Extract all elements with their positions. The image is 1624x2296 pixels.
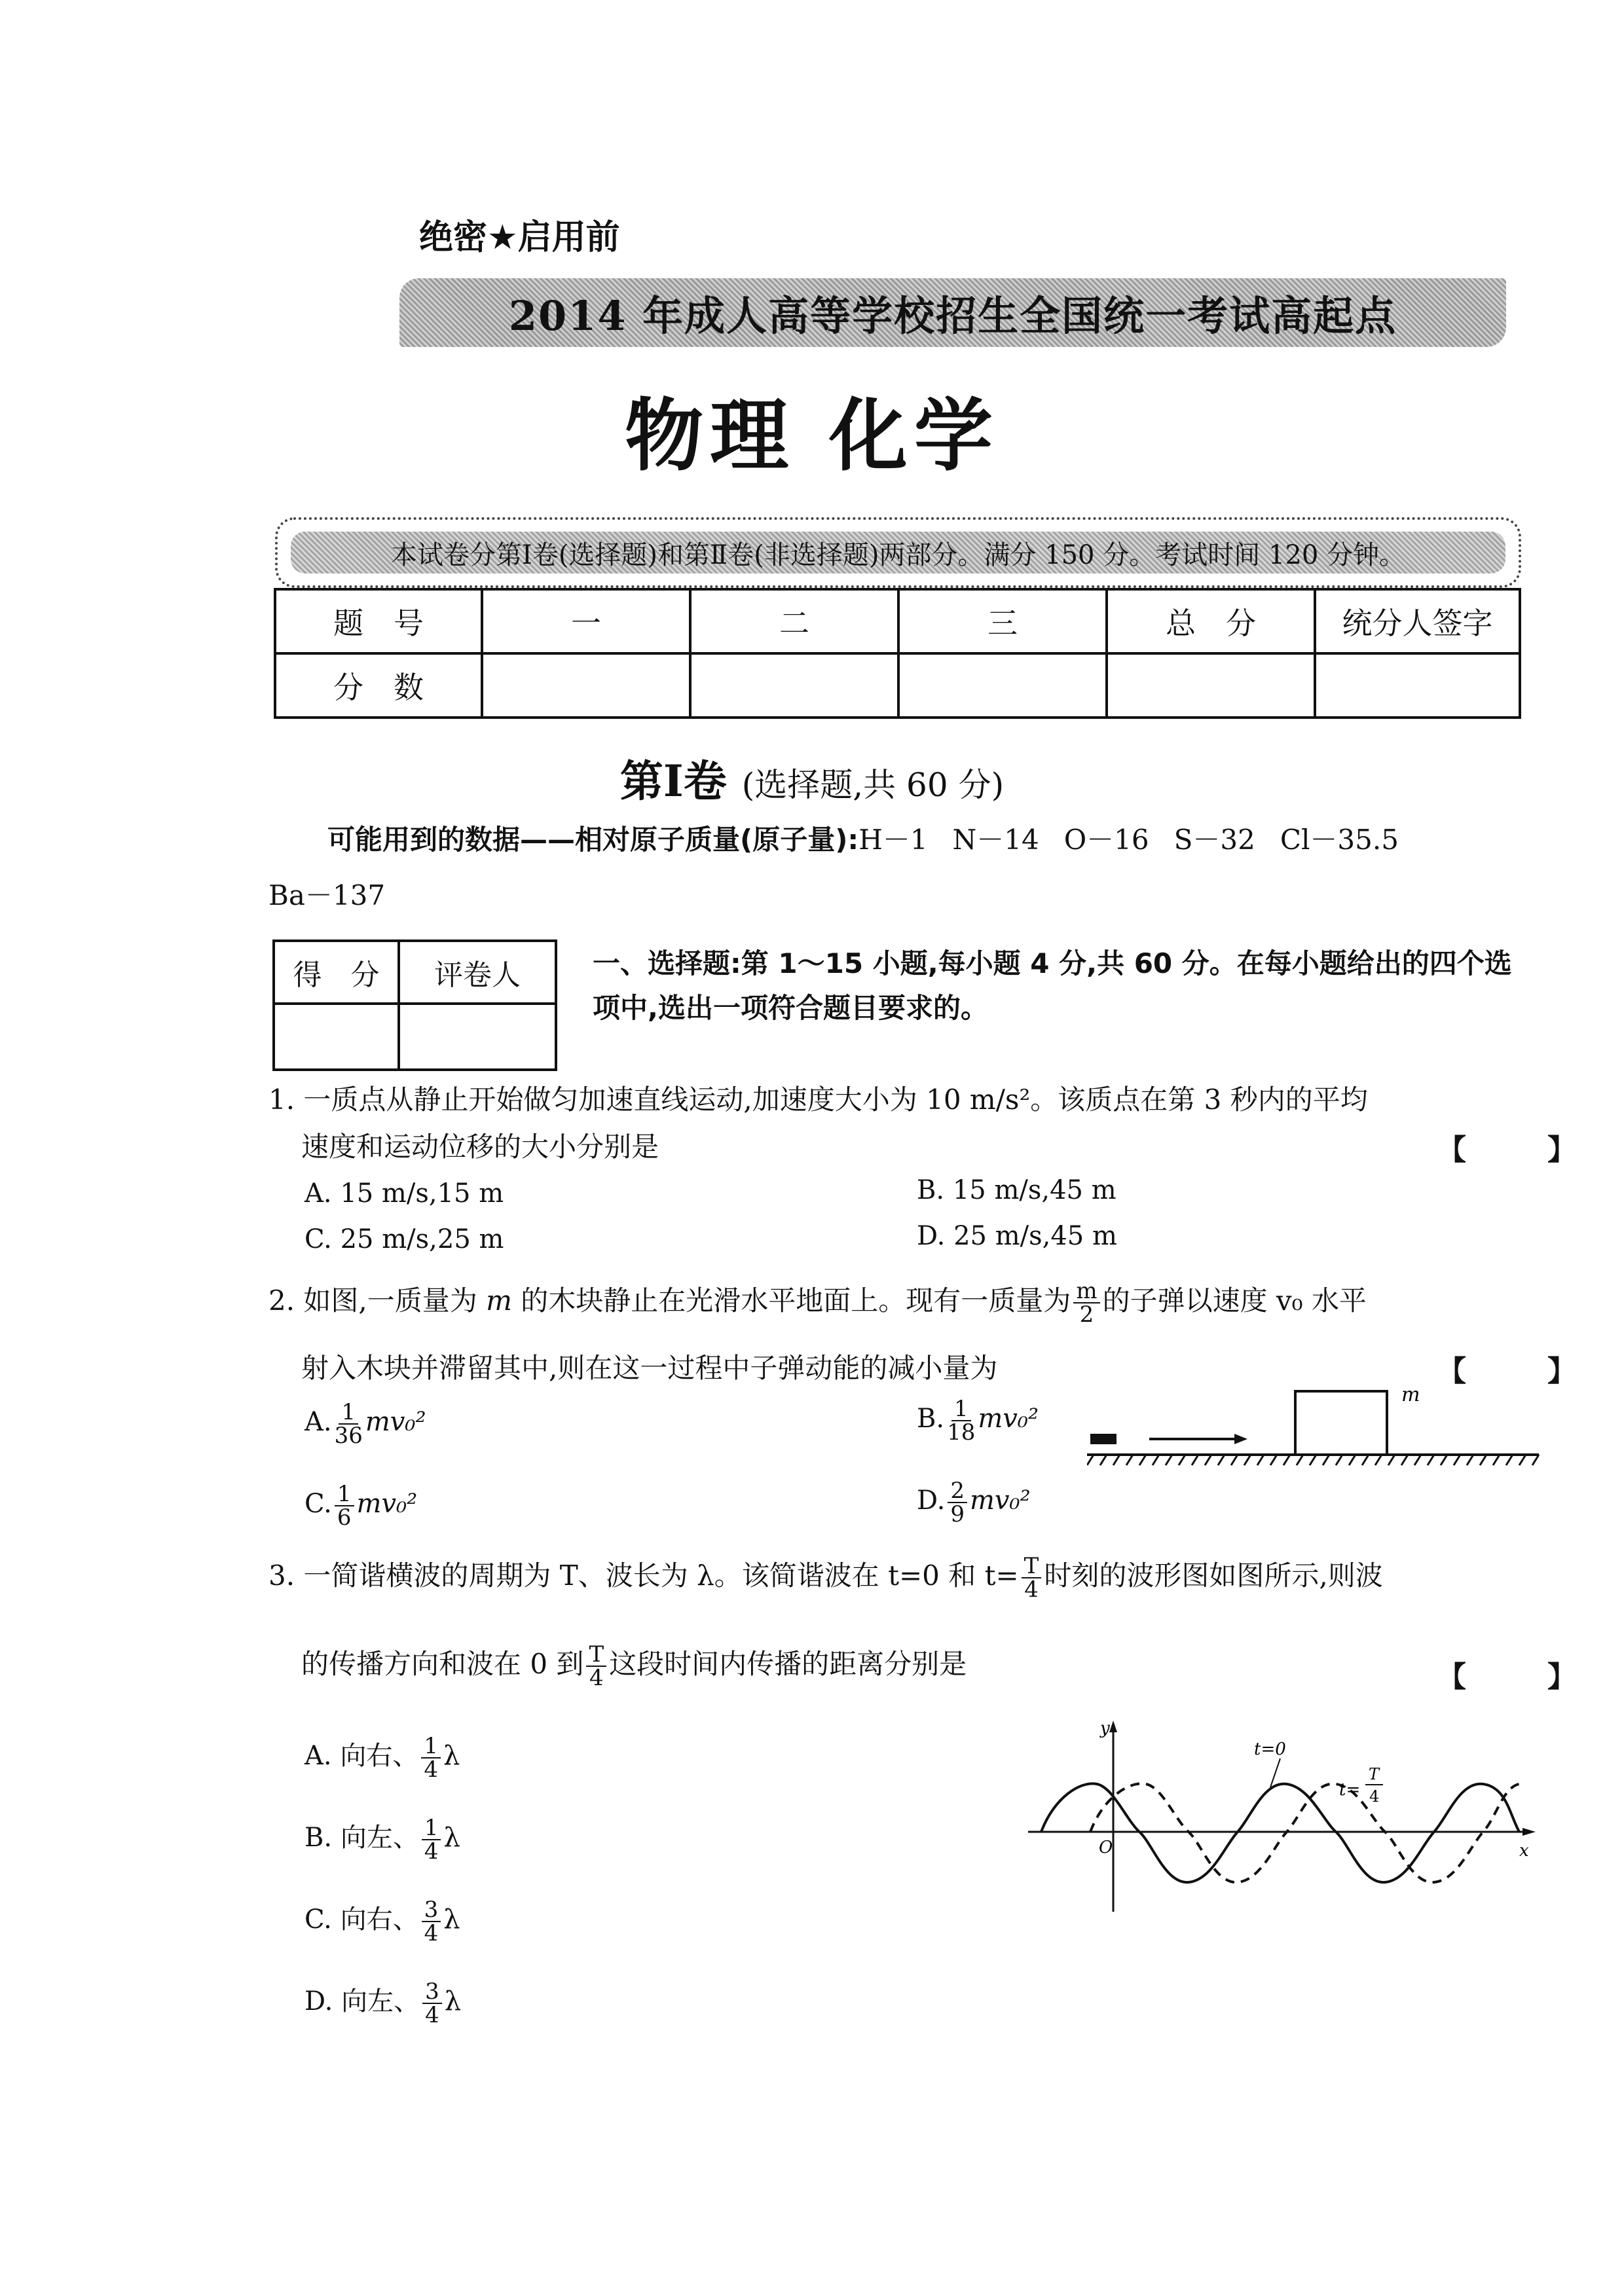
score-cell[interactable] xyxy=(1315,653,1520,718)
q2-stem-line1 xyxy=(268,1280,1526,1326)
q3-stem-part: 3. 一简谐横波的周期为 T、波长为 λ。该简谐波在 t=0 和 t= xyxy=(268,1559,1019,1592)
exam-notice-text: 本试卷分第Ⅰ卷(选择题)和第Ⅱ卷(非选择题)两部分。满分 150 分。考试时间 120 分钟。 xyxy=(291,532,1505,574)
q3-option-a[interactable] xyxy=(304,1735,460,1781)
q3-stem-line2 xyxy=(301,1643,967,1689)
option-letter: D. xyxy=(917,1485,946,1516)
frac-numerator: 1 xyxy=(339,1401,358,1425)
option-expression: mv₀² xyxy=(970,1485,1031,1516)
q2-stem-line2: 射入木块并滞留其中,则在这一过程中子弹动能的减小量为 xyxy=(301,1352,998,1384)
q3-option-c[interactable] xyxy=(304,1899,460,1944)
frac-numerator: 2 xyxy=(948,1480,967,1503)
q1-option-c[interactable]: C. 25 m/s,25 m xyxy=(304,1224,504,1254)
frac-denominator: 4 xyxy=(1024,1576,1039,1603)
grader-score-label: 得 分 xyxy=(274,941,399,1004)
score-cell[interactable] xyxy=(690,653,898,718)
frac-numerator: 1 xyxy=(335,1483,354,1506)
score-col-label: 题 号 xyxy=(275,589,482,653)
score-col-2: 二 xyxy=(690,589,898,653)
option-text: C. 向右、 xyxy=(304,1904,419,1935)
frac-denominator: 2 xyxy=(1079,1302,1094,1328)
option-expression: mv₀² xyxy=(356,1489,418,1519)
wave-t0-label: t=0 xyxy=(1254,1740,1286,1759)
wave-tT4-numerator: T xyxy=(1369,1765,1380,1783)
bullet-icon xyxy=(1090,1434,1116,1444)
q3-stem-line1 xyxy=(268,1555,1539,1601)
option-letter: B. xyxy=(917,1404,945,1434)
atomic-masses-label: 可能用到的数据——相对原子质量(原子量): xyxy=(327,824,859,856)
q1-stem-line2: 速度和运动位移的大小分别是 xyxy=(301,1131,659,1163)
score-col-1: 一 xyxy=(482,589,690,653)
option-letter: A. xyxy=(304,1407,332,1437)
wave-tT4-curve xyxy=(1090,1783,1519,1882)
option-fraction xyxy=(422,1817,441,1863)
score-cell[interactable] xyxy=(898,653,1107,718)
section-title xyxy=(0,746,1624,809)
bullet-block-diagram xyxy=(1087,1381,1545,1480)
atomic-mass: N－14 xyxy=(952,824,1039,856)
atomic-mass-ba: Ba－137 xyxy=(268,879,386,911)
score-cell[interactable] xyxy=(482,653,690,718)
q2-option-c[interactable] xyxy=(304,1483,417,1529)
q3-time-fraction xyxy=(586,1643,606,1689)
wood-block xyxy=(1295,1391,1387,1455)
q1-stem-line1: 1. 一质点从静止开始做匀加速直线运动,加速度大小为 10 m/s²。该质点在第 3 秒内的平均 xyxy=(268,1084,1368,1116)
q1-option-b[interactable]: B. 15 m/s,45 m xyxy=(917,1175,1116,1205)
q3-stem-part: 的传播方向和波在 0 到 xyxy=(301,1648,584,1680)
frac-denominator: 4 xyxy=(425,2002,439,2028)
score-col-3: 三 xyxy=(898,589,1107,653)
x-axis-label: x xyxy=(1519,1841,1529,1861)
frac-numerator: 1 xyxy=(421,1735,441,1758)
atomic-mass: H－1 xyxy=(858,824,928,856)
option-fraction xyxy=(421,1735,441,1781)
option-fraction xyxy=(948,1480,967,1525)
frac-denominator: 4 xyxy=(424,1920,439,1946)
q2-option-a[interactable] xyxy=(304,1401,426,1447)
grader-table xyxy=(272,939,557,1071)
q3-answer-bracket[interactable]: 【 】 xyxy=(1437,1660,1602,1694)
frac-denominator: 4 xyxy=(424,1757,438,1783)
q2-answer-bracket[interactable]: 【 】 xyxy=(1437,1355,1602,1388)
grader-reviewer-cell[interactable] xyxy=(399,1004,556,1070)
wave-tT4-label-prefix: t= xyxy=(1339,1780,1361,1800)
option-fraction xyxy=(947,1398,975,1444)
option-fraction xyxy=(335,1483,354,1529)
score-table-header xyxy=(275,589,1520,653)
y-axis-label: y xyxy=(1100,1719,1110,1738)
score-cell[interactable] xyxy=(1107,653,1315,718)
wavelength-symbol: λ xyxy=(443,1741,460,1771)
x-axis-arrow xyxy=(1522,1828,1536,1836)
q2-mass-symbol: m xyxy=(486,1285,512,1317)
score-table xyxy=(274,588,1521,719)
frac-numerator: 1 xyxy=(951,1398,971,1421)
option-fraction xyxy=(335,1401,363,1447)
wavelength-symbol: λ xyxy=(443,1904,460,1935)
frac-numerator: 3 xyxy=(422,1980,442,2004)
section-instructions: 一、选择题:第 1～15 小题,每小题 4 分,共 60 分。在每小题给出的四个选项中,选出一项符合题目要求的。 xyxy=(593,947,1512,1024)
frac-denominator: 36 xyxy=(334,1423,363,1449)
option-text: D. 向左、 xyxy=(304,1986,420,2016)
q3-stem-part: 时刻的波形图如图所示,则波 xyxy=(1044,1559,1383,1592)
frac-denominator: 4 xyxy=(424,1838,439,1865)
q1-option-a[interactable]: A. 15 m/s,15 m xyxy=(304,1178,504,1209)
option-fraction xyxy=(422,1980,442,2026)
wave-graph xyxy=(1028,1715,1539,1918)
option-expression: mv₀² xyxy=(978,1404,1039,1434)
wavelength-symbol: λ xyxy=(443,1823,460,1853)
frac-denominator: 18 xyxy=(947,1419,976,1446)
grader-reviewer-label: 评卷人 xyxy=(399,941,556,1004)
q3-time-fraction xyxy=(1022,1555,1042,1601)
wave-tT4-denominator: 4 xyxy=(1369,1787,1380,1806)
option-fraction xyxy=(422,1899,441,1944)
score-col-signer: 统分人签字 xyxy=(1315,589,1520,653)
q2-stem-part: 2. 如图,一质量为 xyxy=(268,1285,487,1317)
q2-stem-part: 的木块静止在光滑水平地面上。现有一质量为 xyxy=(511,1285,1071,1317)
atomic-mass: Cl－35.5 xyxy=(1280,824,1399,856)
score-row-label: 分 数 xyxy=(275,653,482,718)
subject-title: 物理 化学 xyxy=(625,391,999,482)
wavelength-symbol: λ xyxy=(444,1986,462,2016)
atomic-masses xyxy=(327,818,1399,858)
frac-numerator: m xyxy=(1073,1280,1099,1303)
wave-t0-pointer xyxy=(1270,1758,1280,1787)
option-letter: C. xyxy=(304,1489,332,1519)
frac-denominator: 4 xyxy=(589,1665,604,1691)
q3-option-d[interactable] xyxy=(304,1980,461,2026)
frac-numerator: T xyxy=(1022,1555,1042,1578)
velocity-arrow-head xyxy=(1234,1434,1247,1444)
exam-banner-text: 2014 年成人高等学校招生全国统一考试高起点 xyxy=(508,292,1397,340)
score-col-total: 总 分 xyxy=(1107,589,1315,653)
option-expression: mv₀² xyxy=(365,1407,426,1437)
q3-stem-part: 这段时间内传播的距离分别是 xyxy=(609,1648,967,1680)
option-text: A. 向右、 xyxy=(304,1741,419,1771)
atomic-mass: O－16 xyxy=(1063,824,1149,856)
frac-numerator: T xyxy=(586,1643,606,1667)
frac-numerator: 3 xyxy=(422,1899,441,1922)
exam-notice xyxy=(275,517,1521,588)
ground-hatching xyxy=(1087,1455,1539,1465)
q2-stem-part: 的子弹以速度 v₀ 水平 xyxy=(1102,1285,1367,1317)
frac-denominator: 9 xyxy=(950,1501,965,1527)
q2-option-d[interactable] xyxy=(917,1480,1031,1525)
frac-denominator: 6 xyxy=(337,1504,352,1531)
grader-score-cell[interactable] xyxy=(274,1004,399,1070)
atomic-mass: S－32 xyxy=(1173,824,1255,856)
q3-option-b[interactable] xyxy=(304,1817,460,1863)
score-table-row xyxy=(275,653,1520,718)
section-title-main: 第Ⅰ卷 xyxy=(619,756,727,807)
section-title-sub: (选择题,共 60 分) xyxy=(741,766,1005,804)
option-text: B. 向左、 xyxy=(304,1823,419,1853)
block-mass-label: m xyxy=(1401,1383,1420,1406)
q1-answer-bracket[interactable]: 【 】 xyxy=(1437,1133,1602,1167)
q1-option-d[interactable]: D. 25 m/s,45 m xyxy=(917,1221,1117,1251)
frac-numerator: 1 xyxy=(422,1817,441,1840)
q2-option-b[interactable] xyxy=(917,1398,1039,1444)
q2-bullet-mass-fraction xyxy=(1073,1280,1099,1326)
confidential-label: 绝密★启用前 xyxy=(419,218,620,257)
exam-banner xyxy=(399,278,1506,347)
origin-label: O xyxy=(1099,1838,1113,1857)
y-axis-arrow xyxy=(1109,1721,1117,1732)
